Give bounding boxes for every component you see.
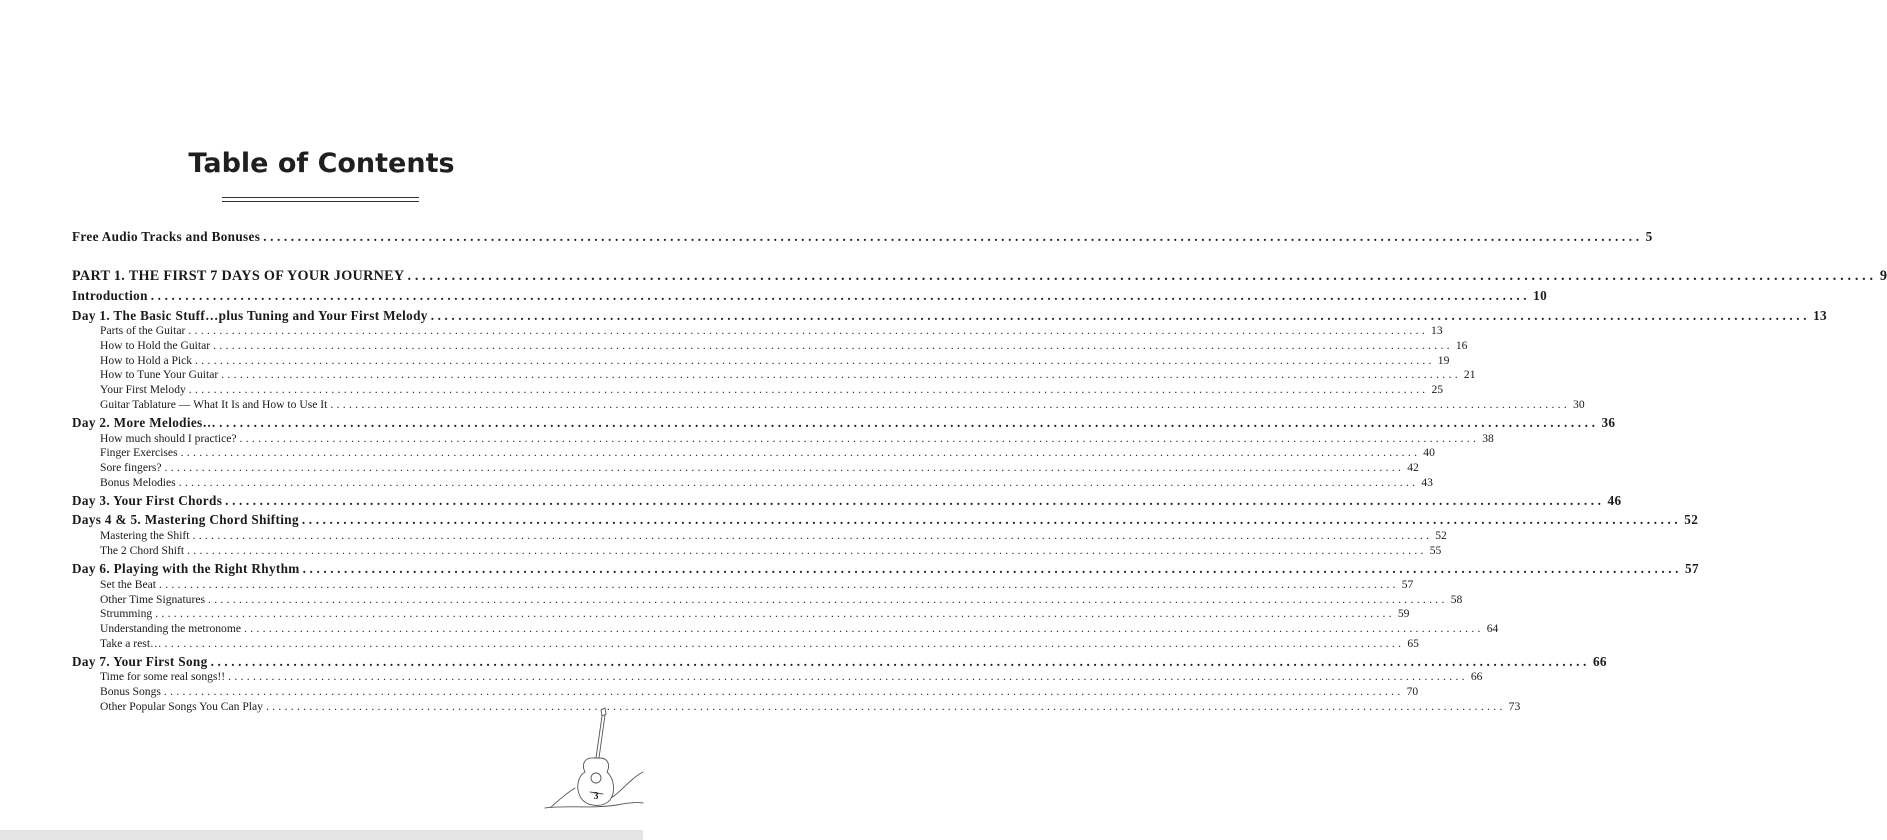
toc-subentry[interactable]: Mastering the Shift ........................................................................................................................................................................................................ 52	[100, 529, 1447, 542]
page-number: 3	[593, 791, 599, 802]
page-title: Table of Contents	[188, 148, 455, 179]
toc-subentry[interactable]: Time for some real songs!! ........................................................................................................................................................................................................ 66	[100, 670, 1483, 683]
toc-subentry[interactable]: Other Time Signatures ........................................................................................................................................................................................................ 58	[100, 593, 1463, 606]
toc-subentry[interactable]: The 2 Chord Shift ........................................................................................................................................................................................................ 55	[100, 544, 1442, 557]
toc-subentry[interactable]: Strumming ........................................................................................................................................................................................................ 59	[100, 607, 1410, 620]
toc-subentry[interactable]: Guitar Tablature — What It Is and How to Use It ........................................................................................................................................................................................................ 30	[100, 398, 1585, 411]
toc-entry-part[interactable]: PART 1. THE FIRST 7 DAYS OF YOUR JOURNEY ........................................................................................................................................................................................................ 9	[72, 268, 1887, 284]
toc-entry[interactable]: Free Audio Tracks and Bonuses ........................................................................................................................................................................................................ 5	[72, 229, 1653, 244]
toc-entry[interactable]: Day 1. The Basic Stuff…plus Tuning and Your First Melody ........................................................................................................................................................................................................ 13	[72, 308, 1827, 323]
toc-entry[interactable]: Introduction ........................................................................................................................................................................................................ 10	[72, 288, 1548, 303]
toc-subentry[interactable]: Parts of the Guitar ........................................................................................................................................................................................................ 13	[100, 324, 1443, 337]
toc-subentry[interactable]: Take a rest… ........................................................................................................................................................................................................ 65	[100, 637, 1419, 650]
toc-subentry[interactable]: Understanding the metronome ........................................................................................................................................................................................................ 64	[100, 622, 1499, 635]
toc-subentry[interactable]: How to Tune Your Guitar ........................................................................................................................................................................................................ 21	[100, 368, 1476, 381]
toc-entry[interactable]: Day 6. Playing with the Right Rhythm ........................................................................................................................................................................................................ 57	[72, 561, 1699, 576]
bottom-edge	[0, 830, 643, 840]
toc-subentry[interactable]: Finger Exercises ........................................................................................................................................................................................................ 40	[100, 446, 1435, 459]
toc-subentry[interactable]: Bonus Melodies ........................................................................................................................................................................................................ 43	[100, 476, 1433, 489]
toc-subentry[interactable]: Other Popular Songs You Can Play ........................................................................................................................................................................................................ 73	[100, 700, 1521, 713]
toc-entry[interactable]: Day 2. More Melodies… ........................................................................................................................................................................................................ 36	[72, 415, 1616, 430]
toc-entry[interactable]: Day 7. Your First Song ........................................................................................................................................................................................................ 66	[72, 654, 1607, 669]
toc-subentry[interactable]: Sore fingers? ........................................................................................................................................................................................................ 42	[100, 461, 1419, 474]
toc-subentry[interactable]: Set the Beat ........................................................................................................................................................................................................ 57	[100, 578, 1414, 591]
title-rule-bottom	[222, 201, 419, 202]
toc-entry[interactable]: Day 3. Your First Chords ........................................................................................................................................................................................................ 46	[72, 493, 1622, 508]
toc-subentry[interactable]: Your First Melody ........................................................................................................................................................................................................ 25	[100, 383, 1444, 396]
toc-subentry[interactable]: How much should I practice? ........................................................................................................................................................................................................ 38	[100, 432, 1494, 445]
toc-subentry[interactable]: How to Hold the Guitar ........................................................................................................................................................................................................ 16	[100, 339, 1468, 352]
toc-subentry[interactable]: Bonus Songs ........................................................................................................................................................................................................ 70	[100, 685, 1419, 698]
toc-entry[interactable]: Days 4 & 5. Mastering Chord Shifting ........................................................................................................................................................................................................ 52	[72, 512, 1699, 527]
title-rule-top	[222, 197, 419, 198]
toc-subentry[interactable]: How to Hold a Pick ........................................................................................................................................................................................................ 19	[100, 354, 1450, 367]
